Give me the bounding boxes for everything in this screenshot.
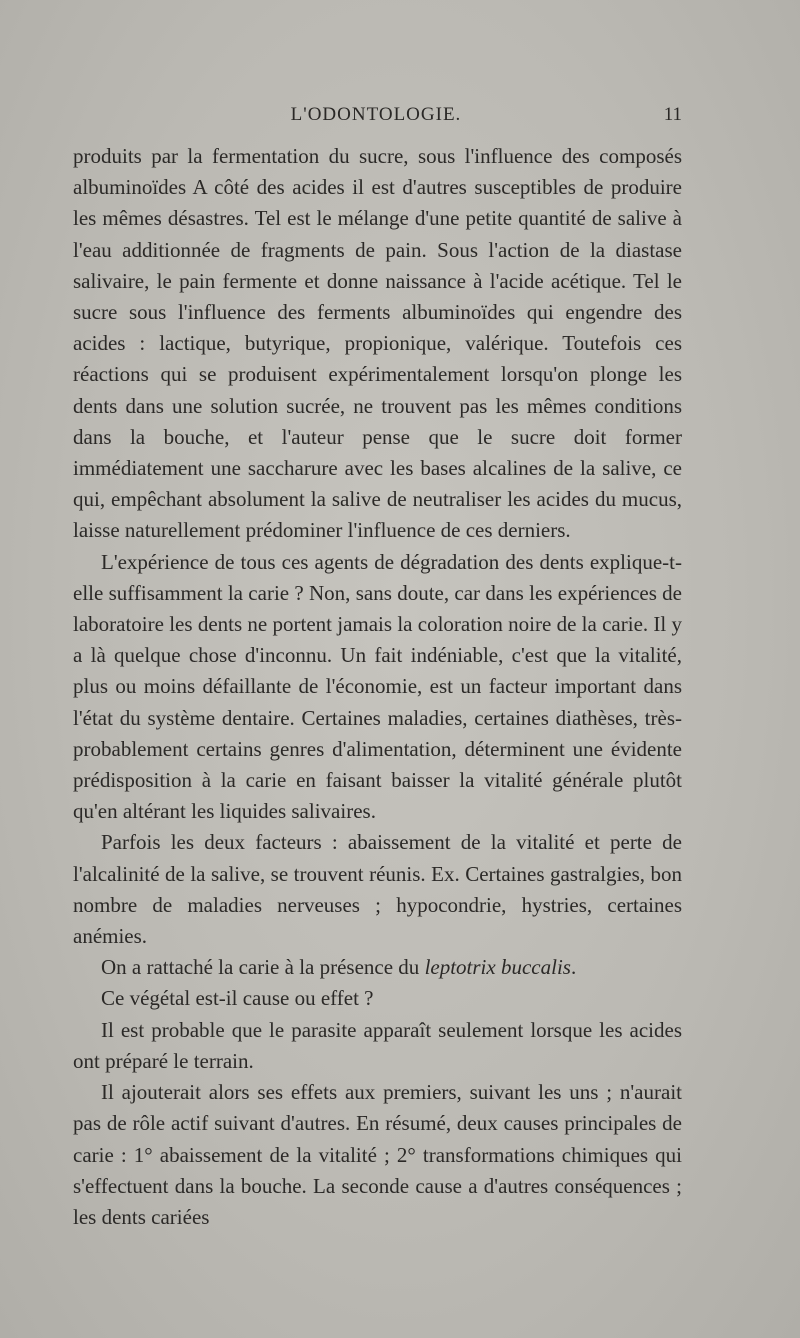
page-number: 11 [663,104,682,125]
body-text [73,141,682,1233]
paragraph: Parfois les deux facteurs : abaissement de la vitalité et perte de l'alcalinité de la salive, se trouvent réunis. Ex. Certaines gastralgies, bon nombre de maladies nerveuses ; hypocondrie, hystries, certaines anémies. [73,830,682,949]
paragraph: produits par la fermentation du sucre, sous l'influence des composés albuminoïdes A côté des acides il est d'autres susceptibles de produire les mêmes désastres. Tel est le mélange d'une petite quantité de salive à l'eau additionnée de fragments de pain. Sous l'action de la diastase salivaire, le pain fermente et donne naissance à l'acide acétique. Tel le sucre sous l'influence des ferments albuminoïdes qui engendre des acides : lactique, butyrique, propionique, valérique. Toutefois ces réactions qui se produisent expérimentalement lorsqu'on plonge les dents dans une solution sucrée, ne trouvent pas les mêmes conditions dans la bouche, et l'auteur pense que le sucre doit former immédiatement une saccharure avec les bases alcalines de la salive, ce qui, empêchant absolument la salive de neutraliser les acides du mucus, laisse naturellement prédominer l'influence de ces derniers. [73,144,682,543]
paragraph-text: . [570,955,577,980]
page-header [70,104,682,134]
running-title: L'ODONTOLOGIE. [290,104,462,125]
paragraph: Il ajouterait alors ses effets aux premiers, suivant les uns ; n'aurait pas de rôle actif suivant d'autres. En résumé, deux causes principales de carie : 1° abaissement de la vitalité ; 2° transformations chimiques qui s'effectuent dans la bouche. La seconde cause a d'autres conséquences ; les dents cariées [73,1080,682,1229]
paragraph-text: On a rattaché la carie à la présence du [101,955,425,980]
italic-term: leptotrix buccalis [424,955,571,980]
paragraph [73,952,682,983]
paragraph: Il est probable que le parasite apparaît seulement lorsque les acides ont préparé le terrain. [73,1017,682,1073]
paragraph: L'expérience de tous ces agents de dégradation des dents explique-t-elle suffisamment la carie ? Non, sans doute, car dans les expériences de laboratoire les dents ne portent jamais la coloration noire de la carie. Il y a là quelque chose d'inconnu. Un fait indéniable, c'est que la vitalité, plus ou moins défaillante de l'économie, est un facteur important dans l'état du système dentaire. Certaines maladies, certaines diathèses, très-probablement certains genres d'alimentation, déterminent une évidente prédisposition à la carie en faisant baisser la vitalité générale plutôt qu'en altérant les liquides salivaires. [73,549,682,824]
paragraph: Ce végétal est-il cause ou effet ? [101,986,374,1011]
